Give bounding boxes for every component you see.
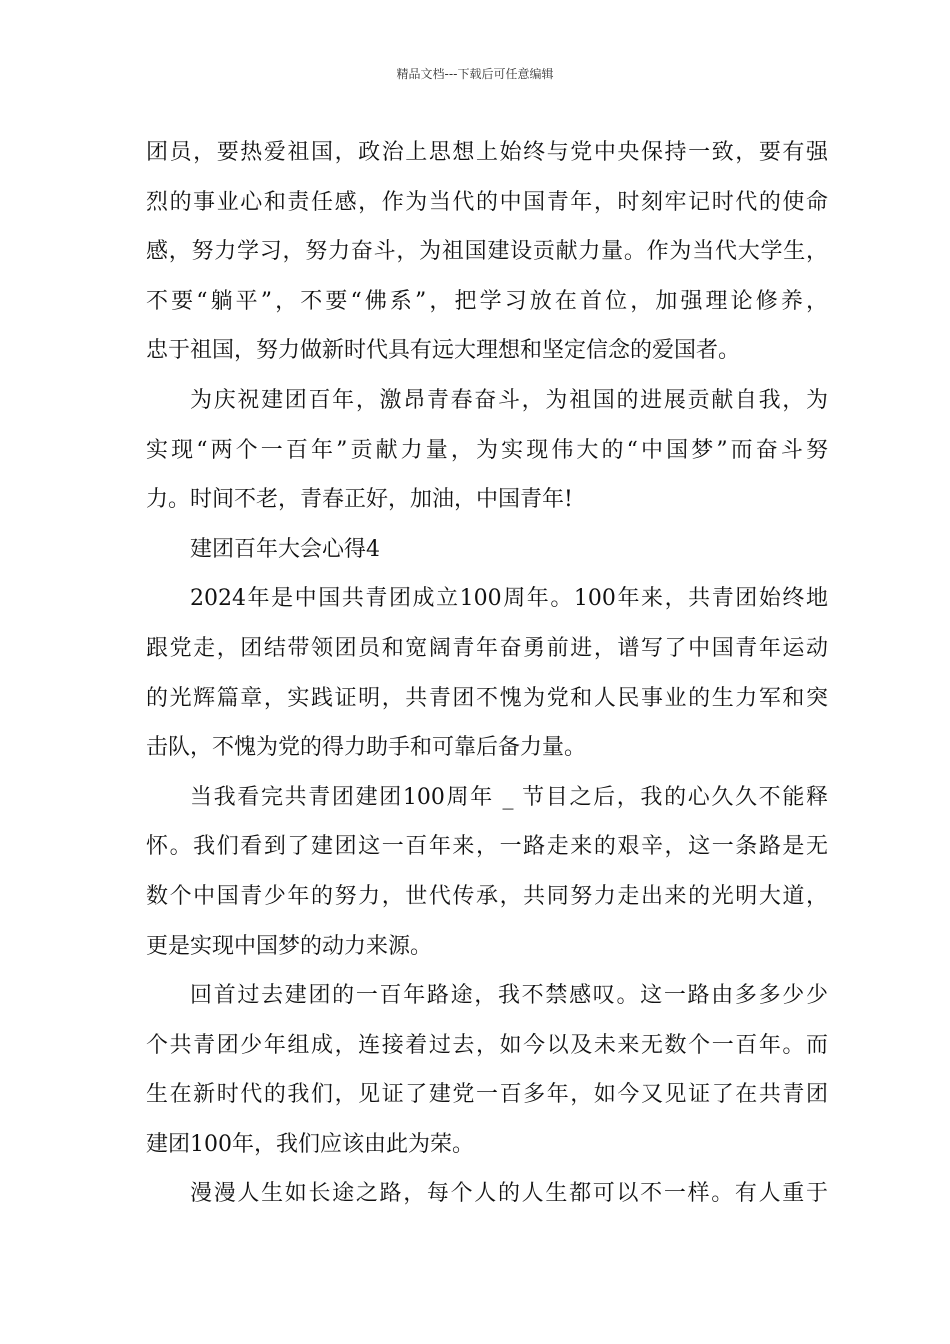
text-line: 的光辉篇章，实践证明，共青团不愧为党和人民事业的生力军和突: [146, 685, 828, 711]
text-line: 团员，要热爱祖国，政治上思想上始终与党中央保持一致，要有强: [146, 140, 828, 165]
text-line: 更是实现中国梦的动力来源。: [146, 933, 433, 959]
text-line: 为庆祝建团百年，激昂青春奋斗，为祖国的进展贡献自我，为: [190, 387, 828, 413]
text-line: 实现“两个一百年”贡献力量，为实现伟大的“中国梦”而奋斗努: [146, 437, 828, 463]
text-line: 漫漫人生如长途之路，每个人的人生都可以不一样。有人重于: [190, 1181, 828, 1207]
text-line: 数个中国青少年的努力，世代传承，共同努力走出来的光明大道，: [146, 883, 828, 909]
text-line: 烈的事业心和责任感，作为当代的中国青年，时刻牢记时代的使命: [146, 189, 828, 215]
text-line: 建团100年，我们应该由此为荣。: [146, 1131, 474, 1157]
text-line: 感，努力学习，努力奋斗，为祖国建设贡献力量。作为当代大学生，: [146, 239, 828, 265]
text-line: 力。时间不老，青春正好，加油，中国青年!: [146, 487, 573, 513]
text-line: 击队，不愧为党的得力助手和可靠后备力量。: [146, 735, 587, 761]
text-line: 当我看完共青团建团100周年 _ 节目之后，我的心久久不能释: [190, 784, 828, 810]
text-line: 生在新时代的我们，见证了建党一百多年，如今又见证了在共青团: [146, 1082, 828, 1108]
text-line: 不要“躺平”，不要“佛系”，把学习放在首位，加强理论修养，: [146, 288, 828, 314]
text-line: 怀。我们看到了建团这一百年来，一路走来的艰辛，这一条路是无: [146, 834, 828, 860]
text-line: 个共青团少年组成，连接着过去，如今以及未来无数个一百年。而: [146, 1032, 828, 1058]
text-line: 忠于祖国，努力做新时代具有远大理想和坚定信念的爱国者。: [146, 338, 741, 364]
text-line: 回首过去建团的一百年路途，我不禁感叹。这一路由多多少少: [190, 983, 828, 1009]
text-line: 跟党走，团结带领团员和宽阔青年奋勇前进，谱写了中国青年运动: [146, 635, 828, 661]
section-heading: 建团百年大会心得4: [190, 536, 380, 562]
document-body: [146, 128, 828, 1219]
text-line: 2024年是中国共青团成立100周年。100年来，共青团始终地: [190, 586, 828, 612]
page-header: 精品文档---下载后可任意编辑: [396, 67, 554, 81]
